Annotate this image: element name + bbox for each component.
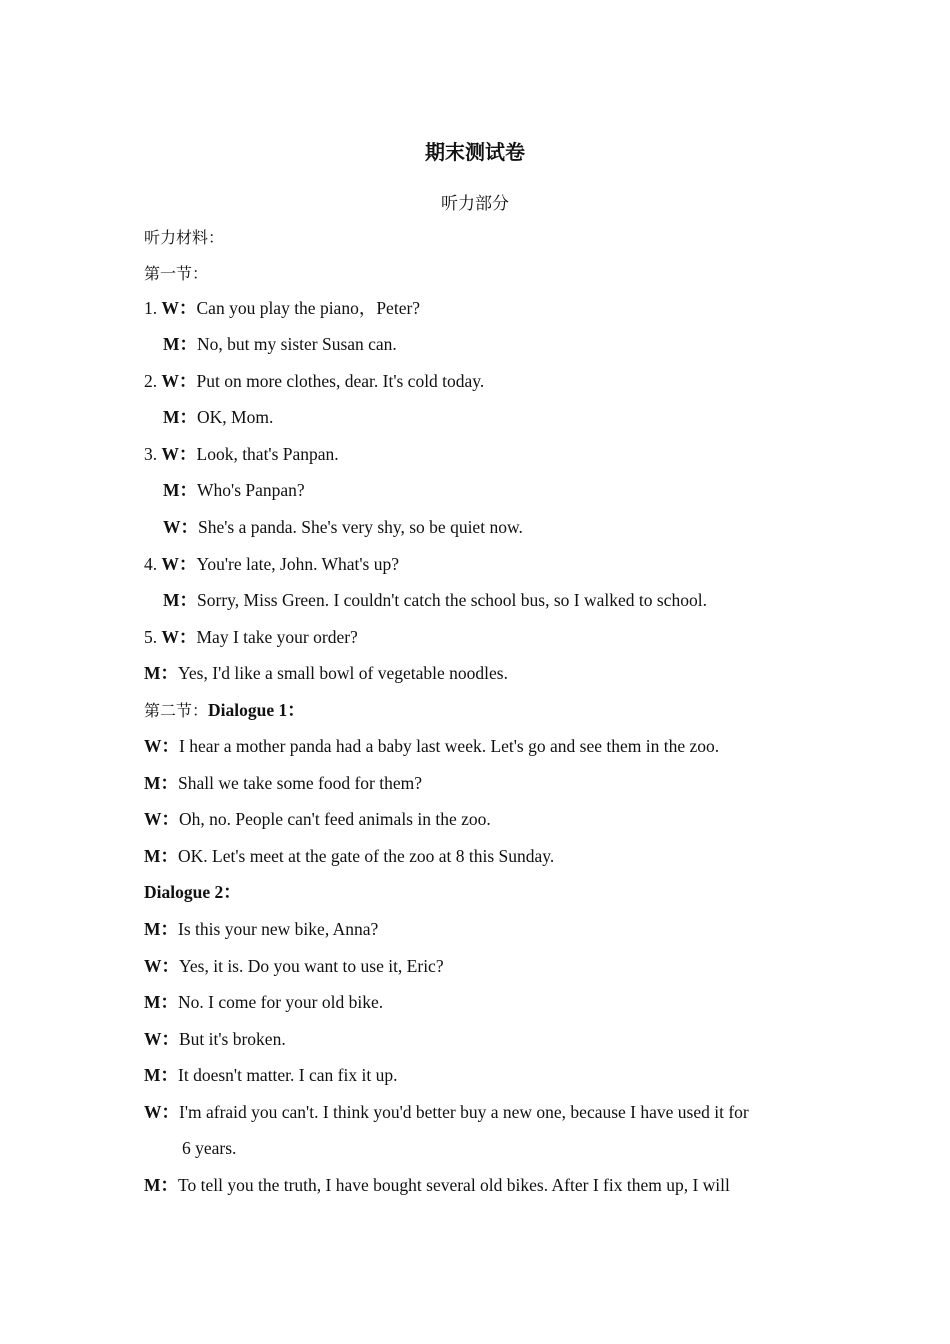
speaker-label: W： [144, 736, 179, 756]
line-text: Oh, no. People can't feed animals in the zoo. [179, 809, 491, 829]
line-text: She's a panda. She's very shy, so be quiet now. [198, 517, 523, 537]
line-text: Look, that's Panpan. [196, 444, 339, 464]
line-prefix: 第一节： [144, 264, 209, 283]
item-number: 5. [144, 627, 162, 647]
speaker-label: M： [144, 1065, 179, 1085]
dialogue-line [144, 991, 383, 1013]
text-line [144, 262, 208, 285]
speaker-label: W： [144, 1102, 179, 1122]
line-prefix: 听力材料： [144, 228, 225, 247]
speaker-label: W： [161, 298, 197, 318]
line-text: May I take your order? [196, 627, 358, 647]
speaker-label: M： [144, 663, 179, 683]
dialogue-continuation [182, 1137, 236, 1159]
line-text: Can you play the piano，Peter? [196, 298, 421, 318]
speaker-label: W： [161, 627, 197, 647]
dialogue-line [144, 443, 339, 465]
line-text: But it's broken. [179, 1029, 286, 1049]
dialogue-line [144, 735, 719, 757]
line-text: OK, Mom. [197, 407, 274, 427]
item-number: 3. [144, 444, 162, 464]
line-text: No. I come for your old bike. [178, 992, 384, 1012]
text-line [144, 226, 224, 249]
line-text: OK. Let's meet at the gate of the zoo at 8 this Sunday. [178, 846, 555, 866]
item-number: 2. [144, 371, 162, 391]
page-title: 期末测试卷 [425, 140, 525, 164]
dialogue-line [144, 808, 491, 830]
dialogue-heading: Dialogue 1： [208, 700, 305, 720]
speaker-label: W： [144, 809, 179, 829]
dialogue-line [144, 626, 358, 648]
dialogue-line [144, 370, 484, 392]
line-text: Is this your new bike, Anna? [178, 919, 379, 939]
dialogue-line [144, 297, 420, 319]
line-text: Yes, I'd like a small bowl of vegetable noodles. [178, 663, 508, 683]
dialogue-line [144, 553, 399, 575]
line-text: Who's Panpan? [197, 480, 305, 500]
dialogue-line [144, 918, 378, 940]
line-text: I hear a mother panda had a baby last week. Let's go and see them in the zoo. [179, 736, 720, 756]
speaker-label: M： [163, 334, 198, 354]
line-text: Yes, it is. Do you want to use it, Eric? [179, 956, 444, 976]
dialogue-line [163, 516, 523, 538]
section-subtitle: 听力部分 [441, 194, 509, 214]
dialogue-line [144, 1028, 286, 1050]
speaker-label: M： [163, 407, 198, 427]
speaker-label: W： [163, 517, 198, 537]
item-number: 4. [144, 554, 162, 574]
dialogue-heading: Dialogue 2： [144, 882, 241, 902]
line-text: Sorry, Miss Green. I couldn't catch the school bus, so I walked to school. [197, 590, 707, 610]
speaker-label: M： [163, 480, 198, 500]
section-heading [144, 881, 241, 903]
dialogue-line [163, 589, 707, 611]
line-prefix: 第二节： [144, 701, 209, 720]
dialogue-line [163, 479, 305, 501]
speaker-label: W： [161, 371, 197, 391]
speaker-label: M： [144, 846, 179, 866]
speaker-label: W： [144, 956, 179, 976]
speaker-label: M： [144, 919, 179, 939]
dialogue-line [144, 845, 554, 867]
line-text: To tell you the truth, I have bought several old bikes. After I fix them up, I will [178, 1175, 730, 1195]
dialogue-line [144, 1064, 397, 1086]
dialogue-line [163, 406, 273, 428]
dialogue-line [163, 333, 397, 355]
dialogue-line [144, 1174, 730, 1196]
dialogue-line [144, 1101, 749, 1123]
speaker-label: W： [144, 1029, 179, 1049]
speaker-label: W： [161, 444, 197, 464]
speaker-label: W： [161, 554, 197, 574]
line-text: No, but my sister Susan can. [197, 334, 397, 354]
speaker-label: M： [144, 1175, 179, 1195]
dialogue-line [144, 955, 444, 977]
line-text: I'm afraid you can't. I think you'd better buy a new one, because I have used it for [179, 1102, 749, 1122]
line-text: You're late, John. What's up? [196, 554, 400, 574]
speaker-label: M： [144, 992, 179, 1012]
speaker-label: M： [163, 590, 198, 610]
dialogue-line [144, 662, 508, 684]
line-text: Shall we take some food for them? [178, 773, 422, 793]
section-heading [144, 699, 305, 722]
line-text: Put on more clothes, dear. It's cold today. [196, 371, 485, 391]
speaker-label: M： [144, 773, 179, 793]
dialogue-line [144, 772, 422, 794]
item-number: 1. [144, 298, 162, 318]
line-text: It doesn't matter. I can fix it up. [178, 1065, 398, 1085]
line-text: 6 years. [182, 1138, 237, 1158]
